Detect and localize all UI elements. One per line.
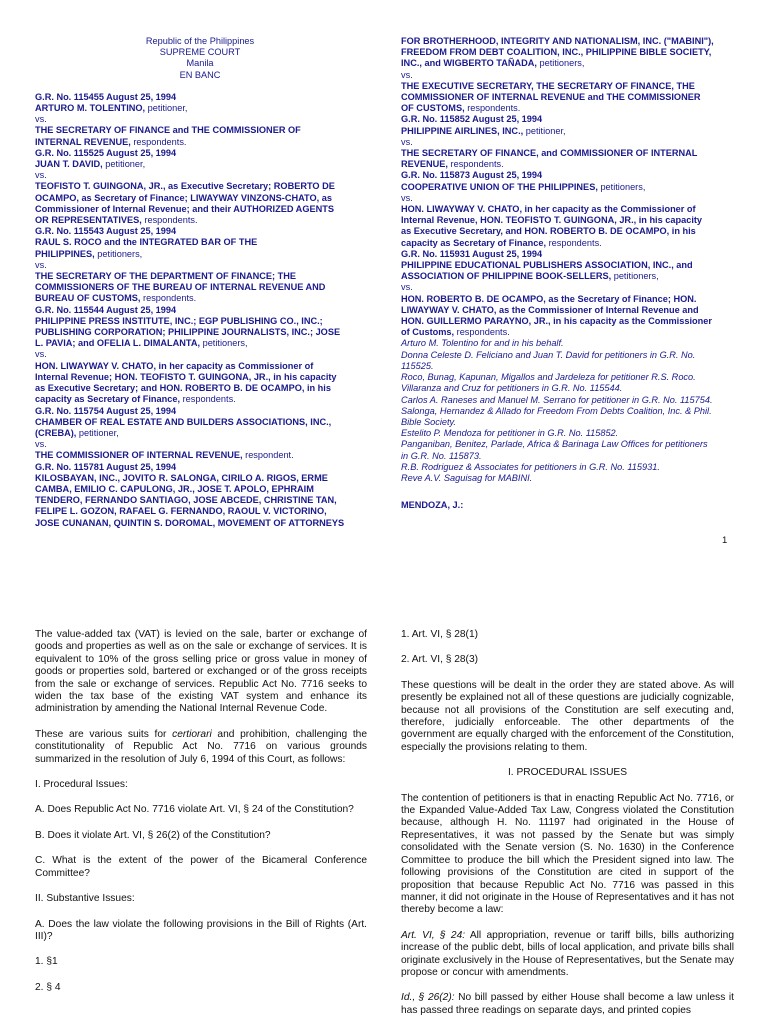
counsel-line: Bible Society.: [401, 416, 456, 427]
caption-text: Internal Revenue; HON. TEOFISTO T. GUINGONA, JR., in his capacity: [35, 371, 337, 382]
caption-line: [401, 282, 735, 293]
header-line: Republic of the Philippines: [145, 36, 255, 46]
paragraph: II. Substantive Issues:: [35, 893, 135, 905]
counsel-line: Panganiban, Benitez, Parlade, Africa & Barinaga Law Offices for petitioners: [401, 439, 708, 450]
caption-text: PHILIPPINES,: [35, 248, 98, 259]
body-left-column: [35, 629, 367, 1007]
party-role: petitioners,: [97, 248, 143, 259]
caption-line: [35, 439, 365, 450]
caption-line: [35, 137, 365, 148]
caption-text: THE SECRETARY OF THE DEPARTMENT OF FINANCE; THE: [35, 271, 296, 282]
caption-text: CAMBA, EMILIO C. CAPULONG, JR., JOSE T. APOLO, EPHRAIM: [35, 483, 314, 494]
caption-line: [35, 282, 365, 293]
header-line: EN BANC: [179, 69, 221, 80]
caption-line: [35, 361, 365, 372]
caption-text: JOSE CUNANAN, QUINTIN S. DOROMAL, MOVEMENT OF ATTORNEYS: [35, 517, 345, 528]
text-run: and prohibition, challenging the constitutionality of Republic Act No. 7716 on various grounds summarized in the resolution of July 6, 1994 of this Court, as follows:: [35, 728, 367, 765]
caption-text: vs.: [35, 114, 47, 125]
caption-line: [401, 159, 735, 170]
section-heading: I. PROCEDURAL ISSUES: [507, 767, 628, 779]
caption-text: INC., and WIGBERTO TAÑADA,: [401, 58, 540, 69]
party-role: respondents.: [450, 159, 504, 170]
caption-text: G.R. No. 115525 August 25, 1994: [35, 147, 177, 158]
caption-text: ASSOCIATION OF PHILIPPINE BOOK-SELLERS,: [401, 271, 614, 282]
caption-text: FREEDOM FROM DEBT COALITION, INC., PHILIPPINE BIBLE SOCIETY,: [401, 47, 712, 58]
caption-text: THE COMMISSIONER OF INTERNAL REVENUE,: [35, 450, 246, 461]
paragraph: These questions will be dealt in the order they are stated above. As will presently be explained not all of these questions are judicially cognizable, because not all provisions of the Constitution are self executing and, therefore, judicially enforceable. The other departments of the government are equally charged with the enforcement of the Constitution, especially the provisions relating to them.: [401, 679, 734, 753]
caption-line: [401, 92, 735, 103]
caption-text: COMMISSIONERS OF THE BUREAU OF INTERNAL REVENUE AND: [35, 282, 326, 293]
caption-text: TENDERO, FERNANDO SANTIAGO, JOSE ABCEDE, CHRISTINE TAN,: [35, 495, 337, 506]
caption-line: [401, 47, 735, 58]
party-role: petitioner,: [147, 103, 188, 114]
caption-text: ARTURO M. TOLENTINO,: [35, 103, 148, 114]
caption-line: [401, 182, 735, 193]
caption-text: Internal Revenue, HON. TEOFISTO T. GUINGONA, JR., in his capacity: [401, 215, 703, 226]
caption-line: [35, 170, 365, 181]
caption-line: [401, 126, 735, 137]
paragraph: A. Does Republic Act No. 7716 violate Art. VI, § 24 of the Constitution?: [35, 804, 354, 816]
caption-line: [35, 462, 365, 473]
caption-line: [35, 293, 365, 304]
caption-line: [35, 338, 365, 349]
counsel-line: Arturo M. Tolentino for and in his behalf.: [401, 338, 564, 349]
caption-line: [401, 294, 735, 305]
court-header: [35, 36, 365, 81]
caption-text: RAUL S. ROCO and the INTEGRATED BAR OF THE: [35, 237, 258, 248]
text-run: These are various suits for: [35, 728, 173, 740]
caption-line: [35, 114, 365, 125]
paragraph: [401, 992, 734, 1017]
counsel-line: Villaranza and Cruz for petitioners in G.R. No. 115544.: [401, 383, 623, 394]
caption-line: [35, 473, 365, 484]
caption-line: [35, 103, 365, 114]
emphasis: Id., § 26(2):: [401, 992, 455, 1004]
caption-text: THE SECRETARY OF FINANCE and THE COMMISSIONER OF: [35, 125, 301, 136]
paragraph: A. Does the law violate the following provisions in the Bill of Rights (Art. III)?: [35, 918, 367, 942]
party-role: respondents.: [143, 293, 197, 304]
caption-text: vs.: [35, 349, 47, 360]
paragraph: 1. Art. VI, § 28(1): [401, 629, 479, 640]
caption-line: [35, 406, 365, 417]
caption-text: LIWAYWAY V. CHATO, as the Commissioner of Internal Revenue and: [401, 304, 699, 315]
party-role: respondents.: [144, 215, 198, 226]
caption-line: [35, 394, 365, 405]
emphasis: certiorari: [172, 728, 212, 740]
caption-line: [35, 260, 365, 271]
caption-line: [401, 204, 735, 215]
caption-line: [35, 428, 365, 439]
caption-line: [35, 181, 365, 192]
caption-line: [401, 137, 735, 148]
caption-line: [35, 271, 365, 282]
party-role: petitioners,: [539, 58, 585, 69]
caption-line: [35, 349, 365, 360]
header-line: SUPREME COURT: [159, 47, 241, 58]
caption-line: [401, 238, 735, 249]
counsel-list: [401, 338, 735, 484]
caption-text: HON. ROBERTO B. DE OCAMPO, as the Secretary of Finance; HON.: [401, 293, 697, 304]
caption-text: JUAN T. DAVID,: [35, 159, 106, 170]
party-role: petitioners,: [613, 271, 659, 282]
caption-line: [401, 148, 735, 159]
caption-text: (CREBA),: [35, 427, 79, 438]
caption-text: KILOSBAYAN, INC., JOVITO R. SALONGA, CIRILO A. RIGOS, ERME: [35, 472, 328, 483]
caption-line: [401, 316, 735, 327]
caption-line: [35, 383, 365, 394]
caption-text: vs.: [401, 69, 413, 80]
paragraph: B. Does it violate Art. VI, § 26(2) of the Constitution?: [35, 829, 271, 841]
caption-line: [401, 103, 735, 114]
party-role: petitioners,: [202, 338, 248, 349]
caption-text: G.R. No. 115543 August 25, 1994: [35, 226, 177, 237]
paragraph: I. Procedural Issues:: [35, 779, 128, 791]
caption-text: as Executive Secretary; and HON. ROBERTO B. DE OCAMPO, in his: [35, 383, 331, 394]
caption-line: [35, 450, 365, 461]
caption-text: OCAMPO, as Secretary of Finance; LIWAYWAY VINZONS-CHATO, as: [35, 192, 332, 203]
text-run: No bill passed by either House shall become a law unless it has passed three readings on separate days, and printed copies: [401, 992, 734, 1016]
caption-line: [35, 316, 365, 327]
counsel-line: 115525.: [401, 360, 434, 371]
caption-line: [35, 226, 365, 237]
caption-text: vs.: [35, 439, 47, 450]
caption-line: [401, 58, 735, 69]
caption-text: FOR BROTHERHOOD, INTEGRITY AND NATIONALISM, INC. ("MABINI"),: [401, 36, 714, 46]
counsel-line: R.B. Rodriguez & Associates for petitioners in G.R. No. 115931.: [401, 461, 660, 472]
caption-text: vs.: [35, 170, 47, 181]
paragraph: 2. § 4: [35, 981, 61, 993]
caption-text: vs.: [401, 282, 413, 293]
caption-line: [35, 215, 365, 226]
case-caption-lines: [35, 92, 365, 529]
caption-line: [35, 484, 365, 495]
caption-line: [401, 249, 735, 260]
counsel-line: Reve A.V. Saguisag for MABINI.: [401, 472, 533, 483]
caption-line: [35, 518, 365, 529]
party-role: respondents.: [133, 136, 187, 147]
caption-line: [401, 170, 735, 181]
paragraph: The value-added tax (VAT) is levied on the sale, barter or exchange of goods and properties as well as on the sale or exchange of services. It is equivalent to 10% of the gross selling price or gross value in money of goods or properties sold, bartered or exchanged or of the gross receipts from the sale or exchange of services. Republic Act No. 7716 seeks to widen the tax base of the existing VAT system and enhance its administration by amending the National Internal Revenue Code.: [35, 629, 367, 715]
caption-line: [35, 148, 365, 159]
caption-text: G.R. No. 115455 August 25, 1994: [35, 91, 177, 102]
caption-left-column: [35, 36, 365, 529]
caption-line: [35, 506, 365, 517]
ponente: MENDOZA, J.:: [401, 500, 464, 511]
caption-line: [35, 92, 365, 103]
caption-text: PHILIPPINE EDUCATIONAL PUBLISHERS ASSOCIATION, INC., and: [401, 260, 693, 271]
caption-text: HON. LIWAYWAY V. CHATO, in her capacity as Commissioner of: [35, 360, 314, 371]
header-line: Manila: [186, 58, 214, 69]
caption-line: [35, 237, 365, 248]
caption-text: vs.: [35, 259, 47, 270]
caption-line: [35, 495, 365, 506]
caption-line: [401, 226, 735, 237]
emphasis: Art. VI, § 24:: [401, 929, 466, 941]
party-role: petitioners,: [600, 181, 646, 192]
caption-text: REVENUE,: [401, 159, 451, 170]
page-number: 1: [722, 535, 728, 546]
paragraph: 1. §1: [35, 956, 58, 968]
caption-line: [35, 327, 365, 338]
case-caption-lines: [401, 36, 735, 338]
caption-text: FELIPE L. GOZON, RAFAEL G. FERNANDO, RAOUL V. VICTORINO,: [35, 506, 327, 517]
caption-text: vs.: [401, 136, 413, 147]
counsel-line: in G.R. No. 115873.: [401, 450, 482, 461]
caption-right-column: [401, 36, 735, 511]
caption-text: THE EXECUTIVE SECRETARY, THE SECRETARY OF FINANCE, THE: [401, 80, 695, 91]
party-role: respondents.: [182, 394, 236, 405]
caption-text: G.R. No. 115754 August 25, 1994: [35, 405, 177, 416]
caption-line: [401, 327, 735, 338]
party-role: respondents.: [548, 237, 602, 248]
text-run: All appropriation, revenue or tariff bills, bills authorizing increase of the public debt, bills of local application, and private bills shall originate exclusively in the House of Representatives, but the Senate may propose or concur with amendments.: [401, 929, 734, 978]
caption-text: G.R. No. 115931 August 25, 1994: [401, 248, 543, 259]
caption-text: CHAMBER OF REAL ESTATE AND BUILDERS ASSOCIATIONS, INC.,: [35, 416, 332, 427]
counsel-line: Donna Celeste D. Feliciano and Juan T. David for petitioners in G.R. No.: [401, 349, 696, 360]
caption-line: [35, 249, 365, 260]
paragraph: The contention of petitioners is that in enacting Republic Act No. 7716, or the Expanded Value-Added Tax Law, Congress violated the Constitution because, although H. No. 11197 had originated in the House of Representatives, it was not passed by the Senate but was simply consolidated with the Senate version (S. No. 1630) in the Conference Committee to produce the bill which the President signed into law. The following provisions of the Constitution are cited in support of the proposition that because Republic Act No. 7716 was passed in this manner, it did not originate in the House of Representatives and it has not thereby become a law:: [401, 792, 734, 916]
caption-line: [401, 215, 735, 226]
party-role: respondent.: [245, 450, 294, 461]
caption-text: as Executive Secretary, and HON. ROBERTO B. DE OCAMPO, in his: [401, 226, 696, 237]
caption-line: [35, 193, 365, 204]
caption-text: COOPERATIVE UNION OF THE PHILIPPINES,: [401, 181, 601, 192]
caption-line: [35, 417, 365, 428]
caption-text: OR REPRESENTATIVES,: [35, 215, 145, 226]
caption-line: [35, 305, 365, 316]
paragraph: [401, 930, 734, 980]
caption-line: [35, 159, 365, 170]
caption-text: G.R. No. 115544 August 25, 1994: [35, 304, 177, 315]
caption-line: [401, 36, 735, 47]
counsel-line: Roco, Bunag, Kapunan, Migallos and Jardeleza for petitioner R.S. Roco.: [401, 372, 696, 383]
caption-line: [35, 125, 365, 136]
caption-text: HON. GUILLERMO PARAYNO, JR., in his capacity as the Commissioner: [401, 316, 712, 327]
caption-text: PHILIPPINE PRESS INSTITUTE, INC.; EGP PUBLISHING CO., INC.;: [35, 315, 323, 326]
paragraph: [35, 729, 367, 766]
caption-text: L. PAVIA; and OFELIA L. DIMALANTA,: [35, 338, 203, 349]
body-right-column: [401, 629, 734, 1030]
caption-text: vs.: [401, 192, 413, 203]
counsel-line: Estelito P. Mendoza for petitioner in G.R. No. 115852.: [401, 428, 619, 439]
caption-text: PHILIPPINE AIRLINES, INC.,: [401, 125, 526, 136]
caption-text: Commissioner of Internal Revenue; and their AUTHORIZED AGENTS: [35, 203, 334, 214]
paragraph: 2. Art. VI, § 28(3): [401, 654, 479, 666]
caption-text: INTERNAL REVENUE,: [35, 136, 134, 147]
caption-text: PUBLISHING CORPORATION; PHILIPPINE JOURNALISTS, INC.; JOSE: [35, 327, 341, 338]
caption-line: [401, 271, 735, 282]
caption-line: [401, 193, 735, 204]
caption-line: [35, 204, 365, 215]
party-role: petitioner,: [525, 125, 566, 136]
caption-line: [401, 305, 735, 316]
party-role: petitioner,: [78, 427, 119, 438]
caption-line: [401, 70, 735, 81]
caption-text: G.R. No. 115873 August 25, 1994: [401, 170, 543, 181]
caption-text: THE SECRETARY OF FINANCE, and COMMISSIONER OF INTERNAL: [401, 148, 698, 159]
party-role: petitioner,: [105, 159, 146, 170]
caption-text: capacity as Secretary of Finance,: [401, 237, 549, 248]
caption-text: G.R. No. 115852 August 25, 1994: [401, 114, 543, 125]
caption-text: HON. LIWAYWAY V. CHATO, in her capacity as the Commissioner of: [401, 204, 696, 215]
paragraph: C. What is the extent of the power of the Bicameral Conference Committee?: [35, 855, 367, 879]
caption-text: BUREAU OF CUSTOMS,: [35, 293, 144, 304]
caption-text: capacity as Secretary of Finance,: [35, 394, 183, 405]
caption-text: TEOFISTO T. GUINGONA, JR., as Executive Secretary; ROBERTO DE: [35, 181, 335, 192]
caption-text: of Customs,: [401, 327, 457, 338]
counsel-line: Carlos A. Raneses and Manuel M. Serrano for petitioner in G.R. No. 115754.: [401, 394, 713, 405]
caption-line: [401, 114, 735, 125]
counsel-line: Salonga, Hernandez & Allado for Freedom From Debts Coalition, Inc. & Phil.: [401, 405, 712, 416]
party-role: respondents.: [467, 103, 521, 114]
caption-text: COMMISSIONER OF INTERNAL REVENUE and THE COMMISSIONER: [401, 92, 701, 103]
caption-text: G.R. No. 115781 August 25, 1994: [35, 461, 177, 472]
caption-line: [35, 372, 365, 383]
caption-text: OF CUSTOMS,: [401, 103, 468, 114]
caption-line: [401, 81, 735, 92]
caption-line: [401, 260, 735, 271]
party-role: respondents.: [456, 327, 510, 338]
